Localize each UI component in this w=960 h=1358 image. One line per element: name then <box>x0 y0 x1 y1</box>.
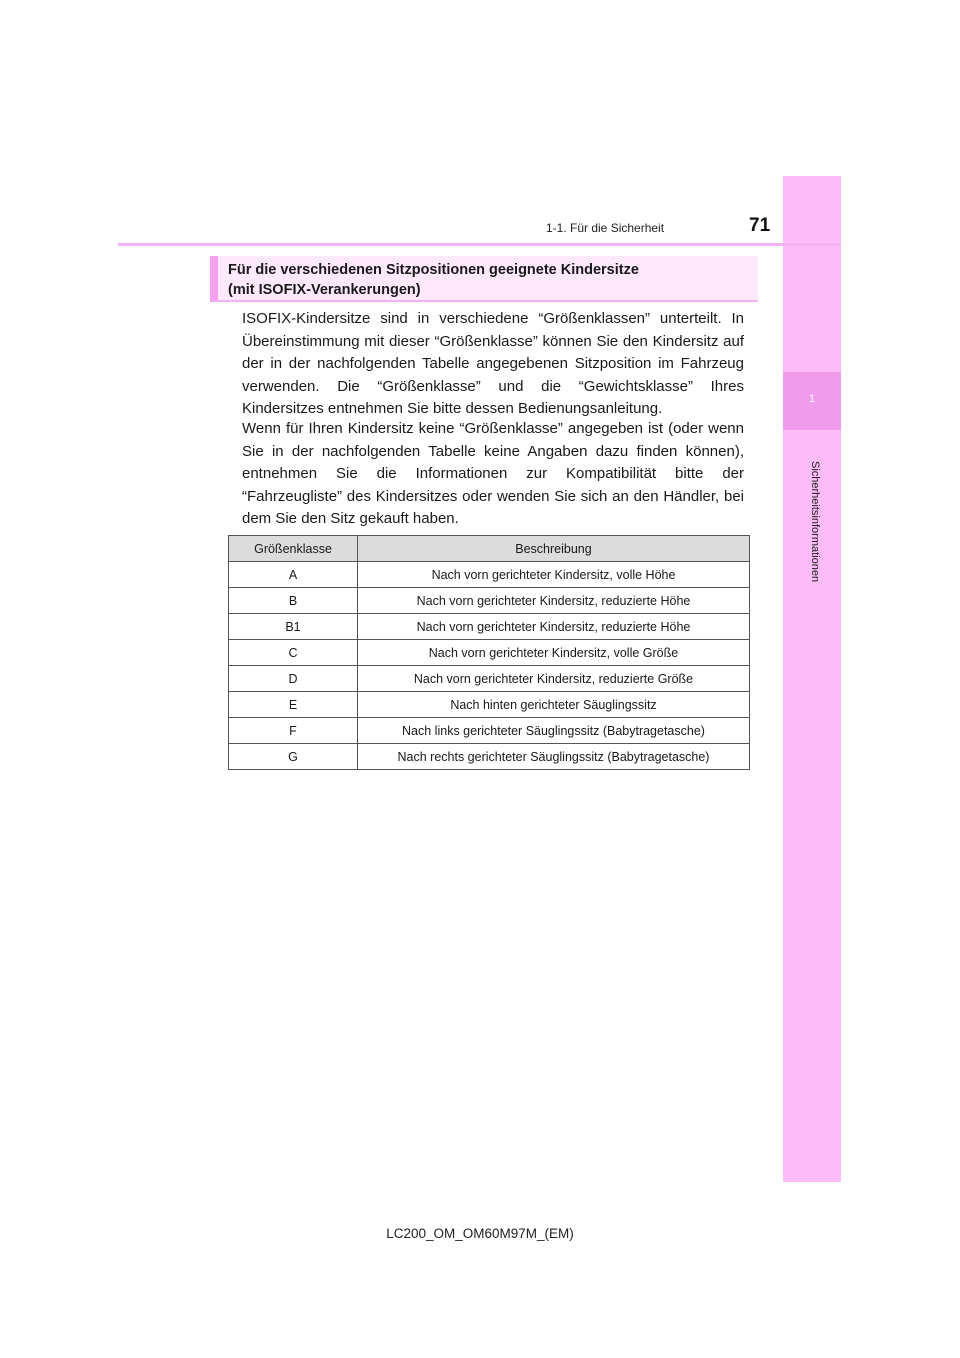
header-rule <box>118 243 841 246</box>
table-row <box>229 718 750 744</box>
table-row <box>229 692 750 718</box>
column-header-description: Beschreibung <box>358 536 750 562</box>
size-class-cell: D <box>229 666 358 692</box>
size-class-cell: A <box>229 562 358 588</box>
description-cell: Nach hinten gerichteter Säuglingssitz <box>358 692 750 718</box>
column-header-size-class: Größenklasse <box>229 536 358 562</box>
description-cell: Nach rechts gerichteter Säuglingssitz (Babytragetasche) <box>358 744 750 770</box>
paragraph-compatibility: Wenn für Ihren Kindersitz keine “Größenklasse” angegeben ist (oder wenn Sie in der nachfolgenden Tabelle keine Angaben dazu finden können), entnehmen Sie die Informationen zur Kompatibilität bitte der “Fahrzeugliste” des Kindersitzes oder wenden Sie sich an den Händler, bei dem Sie den Sitz gekauft haben. <box>242 420 744 527</box>
chapter-number: 1 <box>808 393 816 405</box>
section-heading <box>228 260 748 300</box>
paragraph-size-classes: ISOFIX-Kindersitze sind in verschiedene “Größenklassen” unterteilt. In Übereinstimmung mit dieser “Größenklasse” können Sie den Kindersitz auf der in der nachfolgenden Tabelle angegebenen Sitzposition im Fahrzeug verwenden. Die “Größenklasse” und die “Gewichtsklasse” Ihres Kindersitzes entnehmen Sie bitte dessen Bedienungsanleitung. <box>242 310 744 417</box>
chapter-side-strip <box>783 176 841 1182</box>
description-cell: Nach vorn gerichteter Kindersitz, reduzierte Höhe <box>358 614 750 640</box>
size-class-cell: B1 <box>229 614 358 640</box>
size-class-cell: B <box>229 588 358 614</box>
section-heading-line-2: (mit ISOFIX-Verankerungen) <box>228 282 421 298</box>
size-class-cell: C <box>229 640 358 666</box>
size-class-cell: E <box>229 692 358 718</box>
description-cell: Nach vorn gerichteter Kindersitz, reduzierte Größe <box>358 666 750 692</box>
size-class-table <box>228 535 750 770</box>
section-heading-box <box>210 256 758 302</box>
chapter-side-label: Sicherheitsinformationen <box>809 461 821 583</box>
description-cell: Nach vorn gerichteter Kindersitz, reduzierte Höhe <box>358 588 750 614</box>
description-cell: Nach links gerichteter Säuglingssitz (Babytragetasche) <box>358 718 750 744</box>
table-row <box>229 588 750 614</box>
chapter-title: 1-1. Für die Sicherheit <box>546 221 665 235</box>
table-row <box>229 666 750 692</box>
table-row <box>229 640 750 666</box>
table-row <box>229 614 750 640</box>
description-cell: Nach vorn gerichteter Kindersitz, volle Höhe <box>358 562 750 588</box>
size-class-cell: F <box>229 718 358 744</box>
page-number: 71 <box>749 215 771 236</box>
table-row <box>229 744 750 770</box>
table-header-row <box>229 536 750 562</box>
table-row <box>229 562 750 588</box>
document-code: LC200_OM_OM60M97M_(EM) <box>386 1226 574 1241</box>
description-cell: Nach vorn gerichteter Kindersitz, volle Größe <box>358 640 750 666</box>
size-class-cell: G <box>229 744 358 770</box>
section-heading-line-1: Für die verschiedenen Sitzpositionen geeignete Kindersitze <box>228 262 639 278</box>
